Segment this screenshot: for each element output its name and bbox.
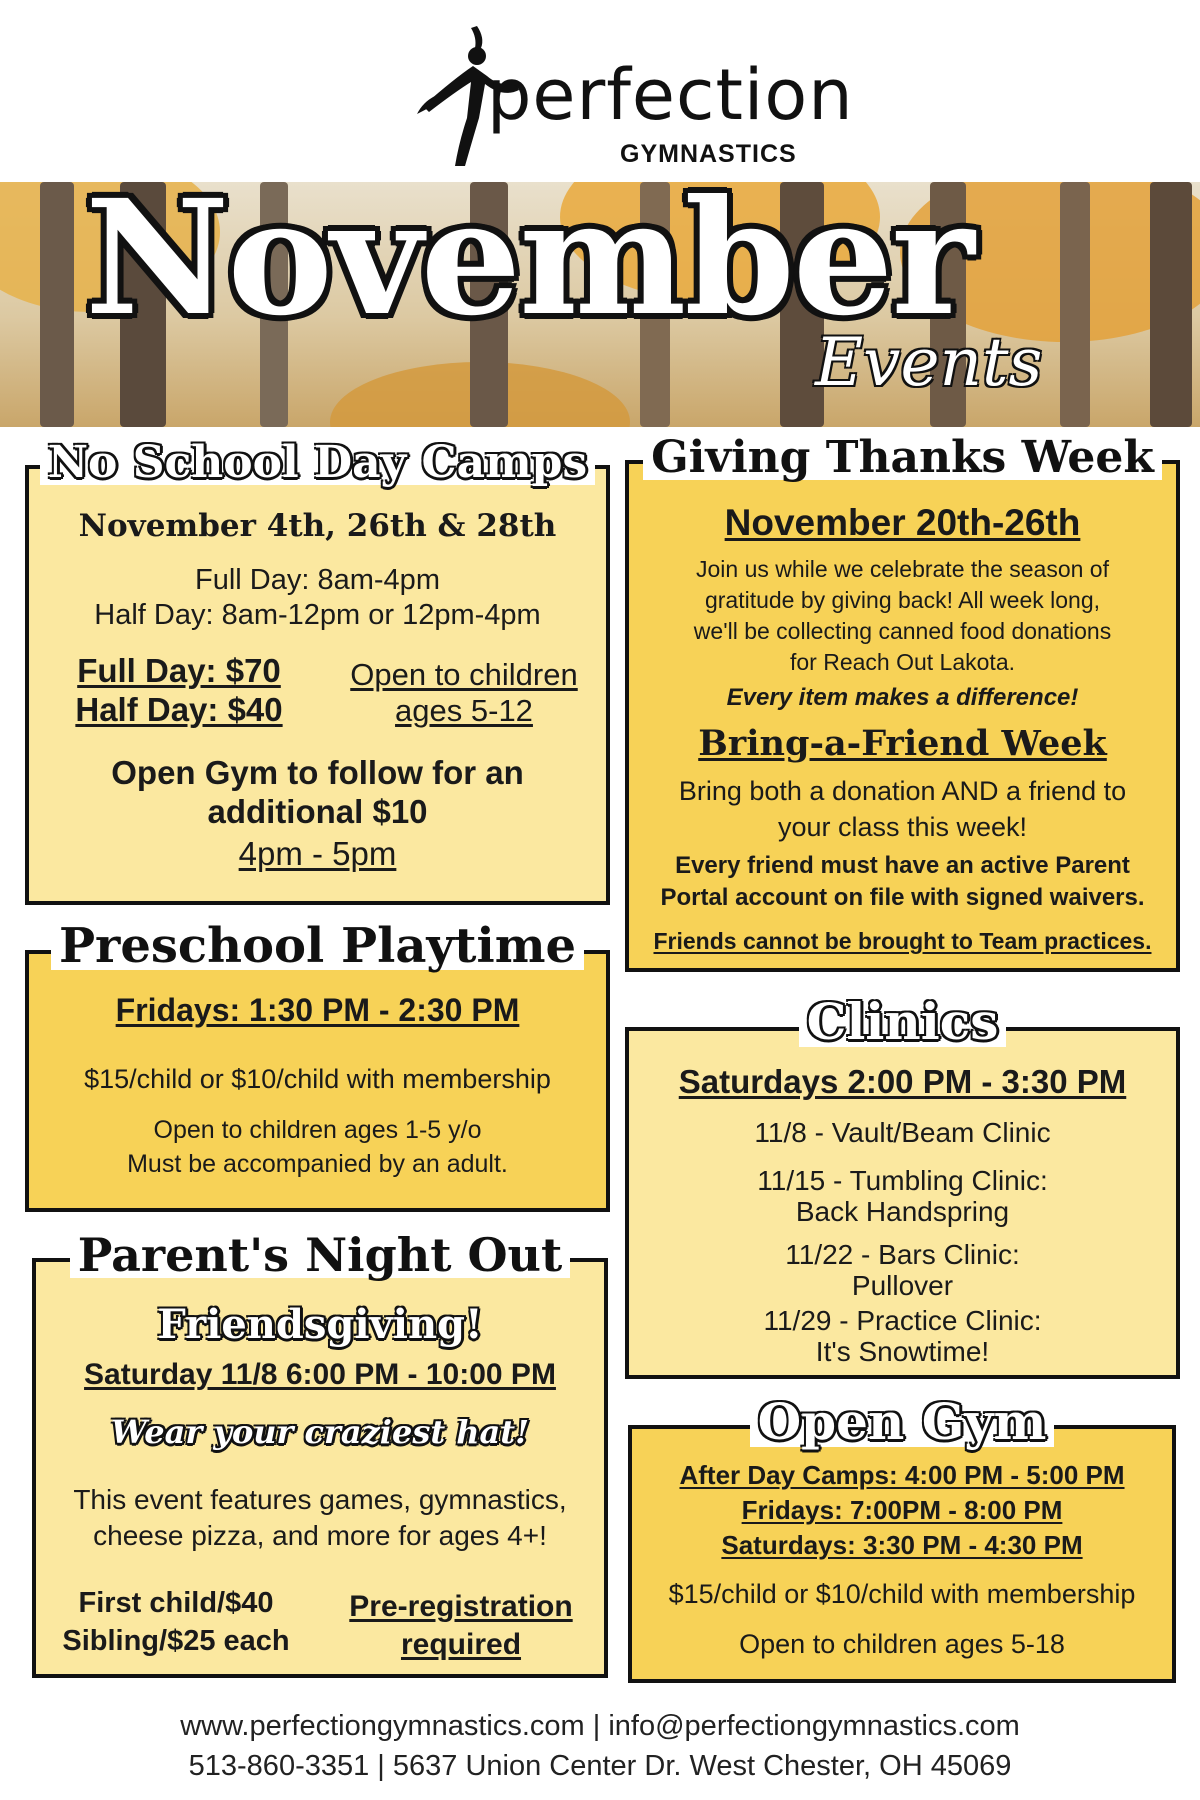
clinics-time: Saturdays 2:00 PM - 3:30 PM <box>678 1063 1127 1100</box>
camps-half-price: Half Day: $40 <box>75 691 283 728</box>
parents-time: Saturday 11/8 6:00 PM - 10:00 PM <box>84 1358 556 1391</box>
clinic-2-title: 11/15 - Tumbling Clinic: <box>757 1165 1048 1196</box>
camps-full-price: Full Day: $70 <box>77 652 281 689</box>
preschool-title: Preschool Playtime <box>51 922 584 970</box>
open-gym-time-3: Saturdays: 3:30 PM - 4:30 PM <box>721 1530 1083 1560</box>
logo-wordmark: perfection <box>487 54 854 136</box>
thanks-desc-1: Join us while we celebrate the season of <box>696 556 1109 582</box>
parents-box <box>32 1228 608 1678</box>
page-title: November <box>85 166 973 351</box>
camps-open-gym-1: Open Gym to follow for an <box>111 754 524 791</box>
footer-phone-address: 513-860-3351 | 5637 Union Center Dr. West Chester, OH 45069 <box>188 1750 1012 1782</box>
clinic-2-skill: Back Handspring <box>795 1196 1010 1227</box>
camps-half-hours: Half Day: 8am-12pm or 12pm-4pm <box>94 599 541 631</box>
friend-week-title: Bring-a-Friend Week <box>698 723 1107 764</box>
logo-subtitle: GYMNASTICS <box>620 140 797 168</box>
thanks-box <box>625 432 1180 972</box>
camps-ages-1: Open to children <box>350 657 578 692</box>
thanks-tagline: Every item makes a difference! <box>726 684 1079 711</box>
page-subtitle: Events <box>815 324 1043 401</box>
open-gym-price: $15/child or $10/child with membership <box>668 1579 1136 1609</box>
camps-box <box>25 437 610 905</box>
tree-trunk <box>40 182 74 427</box>
open-gym-time-1: After Day Camps: 4:00 PM - 5:00 PM <box>679 1460 1125 1490</box>
preschool-ages: Open to children ages 1-5 y/o <box>153 1116 482 1144</box>
camps-title: No School Day Camps <box>40 441 595 485</box>
thanks-desc-3: we'll be collecting canned food donations <box>693 618 1112 644</box>
thanks-desc-2: gratitude by giving back! All week long, <box>704 587 1101 613</box>
parents-price-1: First child/$40 <box>78 1587 274 1619</box>
open-gym-title: Open Gym <box>750 1397 1055 1447</box>
parents-title: Parent's Night Out <box>70 1232 571 1278</box>
thanks-desc-4: for Reach Out Lakota. <box>789 649 1015 675</box>
camps-open-gym-2: additional $10 <box>207 793 428 830</box>
parents-price-2: Sibling/$25 each <box>62 1625 290 1657</box>
preschool-note: Must be accompanied by an adult. <box>127 1150 508 1178</box>
camps-ages-2: ages 5-12 <box>395 693 533 728</box>
parents-desc-2: cheese pizza, and more for ages 4+! <box>93 1520 547 1551</box>
open-gym-box <box>628 1392 1176 1683</box>
footer-web-email: www.perfectiongymnastics.com | info@perfectiongymnastics.com <box>180 1710 1020 1742</box>
parents-reg-2: required <box>400 1628 522 1661</box>
parents-theme: Friendsgiving! <box>157 1301 483 1348</box>
parents-desc-1: This event features games, gymnastics, <box>73 1484 567 1515</box>
clinics-box <box>625 992 1180 1379</box>
clinic-3-title: 11/22 - Bars Clinic: <box>785 1239 1020 1270</box>
friend-desc-1: Bring both a donation AND a friend to <box>678 776 1127 806</box>
clinic-3-skill: Pullover <box>851 1270 954 1301</box>
friend-rule-2: Portal account on file with signed waivers. <box>660 884 1145 911</box>
clinic-4-title: 11/29 - Practice Clinic: <box>763 1305 1042 1336</box>
thanks-title: Giving Thanks Week <box>643 436 1162 480</box>
friend-desc-2: your class this week! <box>777 812 1028 842</box>
parents-hat: Wear your craziest hat! <box>110 1413 530 1451</box>
clinic-4-theme: It's Snowtime! <box>815 1336 990 1367</box>
clinics-title: Clinics <box>799 997 1007 1047</box>
friend-rule-3: Friends cannot be brought to Team practices. <box>653 928 1152 954</box>
preschool-time: Fridays: 1:30 PM - 2:30 PM <box>115 992 520 1028</box>
logo <box>415 18 854 168</box>
open-gym-ages: Open to children ages 5-18 <box>739 1629 1065 1659</box>
thanks-dates: November 20th-26th <box>724 502 1081 543</box>
tree-trunk <box>1150 182 1192 427</box>
open-gym-time-2: Fridays: 7:00PM - 8:00 PM <box>741 1495 1063 1525</box>
preschool-price: $15/child or $10/child with membership <box>84 1064 551 1094</box>
camps-full-hours: Full Day: 8am-4pm <box>195 564 440 596</box>
tree-trunk <box>1060 182 1090 427</box>
friend-rule-1: Every friend must have an active Parent <box>675 852 1130 879</box>
preschool-box <box>25 918 610 1212</box>
parents-reg-1: Pre-registration <box>349 1590 573 1623</box>
camps-open-gym-time: 4pm - 5pm <box>238 835 397 872</box>
camps-dates: November 4th, 26th & 28th <box>78 508 557 544</box>
clinic-1: 11/8 - Vault/Beam Clinic <box>754 1117 1051 1148</box>
